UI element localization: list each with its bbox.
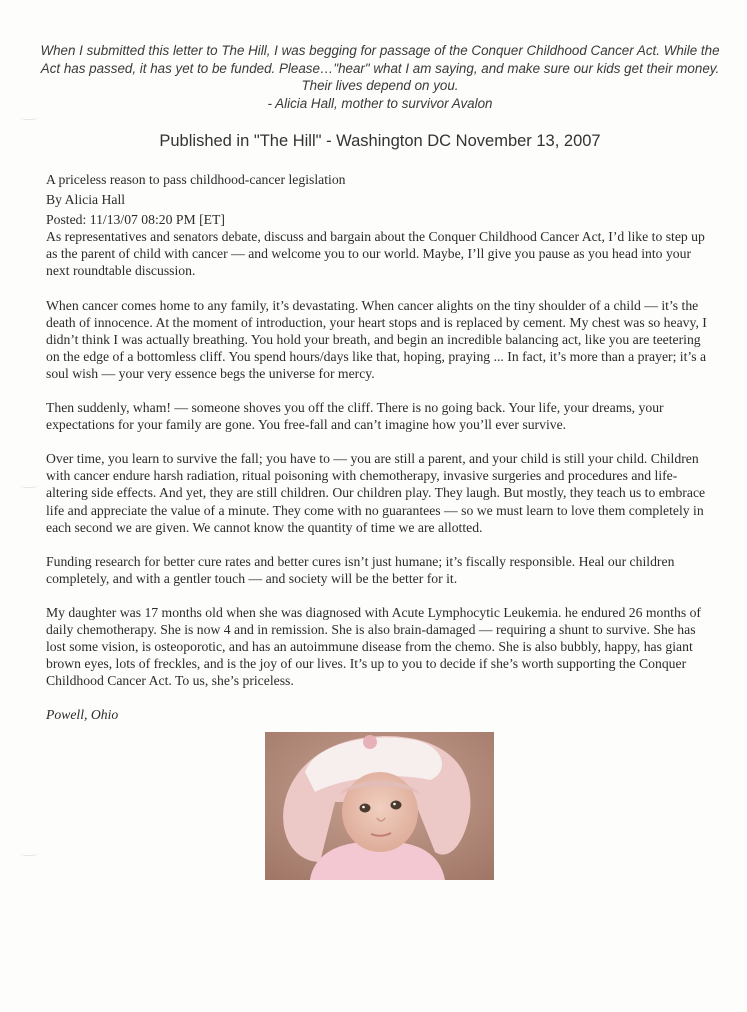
left-eye-shape <box>360 804 371 813</box>
article-paragraph: My daughter was 17 months old when she was diagnosed with Acute Lymphocytic Leukemia. he endured 26 months of daily chemotherapy. She is now 4 and in remission. She is also brain-damaged — requiring a shunt to survive. She has lost some vision, is osteoporotic, and has an autoimmune disease from the chemo. She is also bubbly, happy, has giant brown eyes, lots of freckles, and is the joy of our lives. It’s up to you to decide if she’s worth supporting the Conquer Childhood Cancer Act. To us, she’s priceless. <box>46 604 701 689</box>
intro-note <box>40 42 720 112</box>
article-paragraph: Over time, you learn to survive the fall; you have to — you are still a parent, and your child is still your child. Children with cancer endure harsh radiation, ritual poisoning with chemotherapy, invasive surgeries and procedures and life-altering side effects. And yet, they are still children. Our children play. They laugh. But mostly, they teach us to embrace life and appreciate the value of a minute. They come with no guarantees — so we must learn to love them completely in each second we are given. We cannot know the quantity of time we are allotted. <box>46 451 706 535</box>
article-headline: A priceless reason to pass childhood-cancer legislation <box>46 172 346 187</box>
punch-hole-mark <box>20 484 38 488</box>
child-photo <box>265 732 494 880</box>
child-photo-illustration <box>265 732 494 880</box>
article-byline: By Alicia Hall <box>46 192 126 208</box>
article-posted-date: Posted: 11/13/07 08:20 PM [ET] <box>46 212 225 228</box>
article <box>46 171 716 740</box>
article-paragraph: Funding research for better cure rates and better cures isn’t just humane; it’s fiscally responsible. Heal our children completely, and with a gentler touch — and society will be the better for it. <box>46 553 675 586</box>
hat-flower-shape <box>363 735 377 749</box>
article-location: Powell, Ohio <box>46 707 119 723</box>
intro-note-text: When I submitted this letter to The Hill, I was begging for passage of the Conquer Childhood Cancer Act. While the Act has passed, it has yet to be funded. Please…"hear" what I am saying, and make sure our kids get their money. Their lives depend on you. <box>40 43 720 93</box>
intro-note-signature: - Alicia Hall, mother to survivor Avalon <box>267 95 493 111</box>
punch-hole-mark <box>20 852 38 856</box>
right-eye-highlight <box>393 803 396 806</box>
punch-hole-mark <box>20 116 38 120</box>
article-paragraph: Then suddenly, wham! — someone shoves you off the cliff. There is no going back. Your life, your dreams, your expectations for your family are gone. You free-fall and can’t imagine how you’ll ever survive. <box>46 400 664 433</box>
article-paragraph: As representatives and senators debate, discuss and bargain about the Conquer Childhood Cancer Act, I’d like to step up as the parent of child with cancer — and welcome you to our world. Maybe, I’ll give you pause as you head into your next roundtable discussion. <box>46 229 705 279</box>
published-line: Published in "The Hill" - Washington DC November 13, 2007 <box>159 132 601 150</box>
article-paragraph: When cancer comes home to any family, it’s devastating. When cancer alights on the tiny shoulder of a child — it’s the death of innocence. At the moment of introduction, your heart stops and is replaced by cement. My chest was so heavy, I didn’t think I was actually breathing. You hold your breath, and begin an incredible balancing act, like you are teetering on the edge of a bottomless cliff. You spend hours/days like that, hoping, praying ... In fact, it’s more than a prayer; it’s a soul wish — your very essence begs the universe for mercy. <box>46 297 707 381</box>
right-eye-shape <box>391 801 402 810</box>
left-eye-highlight <box>362 806 365 809</box>
